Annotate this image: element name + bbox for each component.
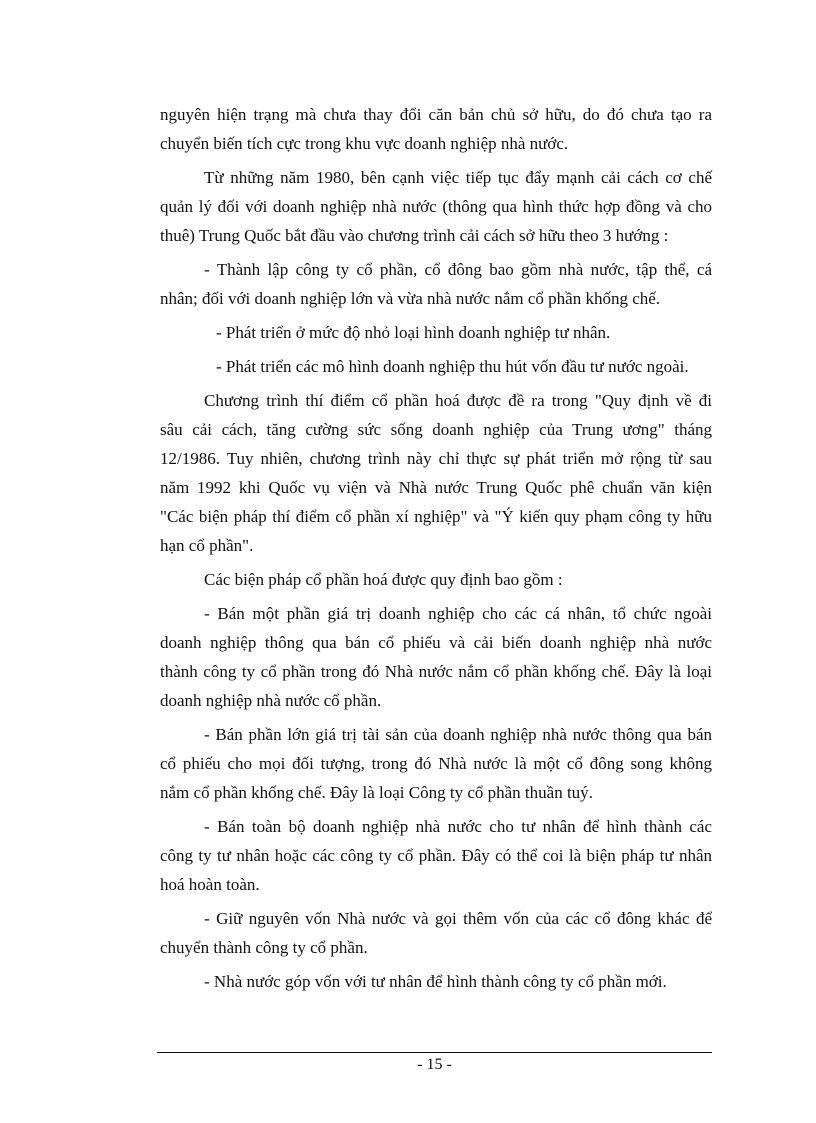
text-line: - Nhà nước góp vốn với tư nhân để hình thành công ty cổ phần mới. bbox=[204, 972, 667, 991]
text-line: "Các biện pháp thí điểm cổ phần xí nghiệp" và "Ý kiến quy phạm công ty hữu bbox=[160, 507, 712, 526]
text-line: hạn cổ phần". bbox=[160, 536, 254, 555]
text-line: - Bán toàn bộ doanh nghiệp nhà nước cho tư nhân để hình thành các bbox=[204, 817, 712, 836]
text-line: - Giữ nguyên vốn Nhà nước và gọi thêm vốn của các cổ đông khác để bbox=[204, 909, 712, 928]
text-line: Từ những năm 1980, bên cạnh việc tiếp tục đẩy mạnh cải cách cơ chế bbox=[204, 168, 712, 187]
text-line: doanh nghiệp nhà nước cổ phần. bbox=[160, 691, 382, 710]
text-line: - Phát triển ở mức độ nhỏ loại hình doanh nghiệp tư nhân. bbox=[216, 323, 611, 342]
text-line: năm 1992 khi Quốc vụ viện và Nhà nước Trung Quốc phê chuẩn văn kiện bbox=[160, 478, 712, 497]
text-line: thuê) Trung Quốc bắt đầu vào chương trình cải cách sở hữu theo 3 hướng : bbox=[160, 226, 669, 245]
text-line: - Thành lập công ty cổ phần, cổ đông bao gồm nhà nước, tập thể, cá bbox=[204, 260, 712, 279]
text-line: chuyển biến tích cực trong khu vực doanh nghiệp nhà nước. bbox=[160, 134, 569, 153]
footer-rule bbox=[157, 1052, 712, 1053]
text-line: công ty tư nhân hoặc các công ty cổ phần. Đây có thể coi là biện pháp tư nhân bbox=[160, 846, 712, 865]
text-line: sâu cải cách, tăng cường sức sống doanh nghiệp của Trung ương" tháng bbox=[160, 420, 712, 439]
text-line: - Phát triển các mô hình doanh nghiệp thu hút vốn đầu tư nước ngoài. bbox=[216, 357, 689, 376]
text-line: - Bán một phần giá trị doanh nghiệp cho các cá nhân, tổ chức ngoài bbox=[204, 604, 712, 623]
text-line: hoá hoàn toàn. bbox=[160, 875, 260, 894]
text-line: nắm cổ phần khống chế. Đây là loại Công ty cổ phần thuần tuý. bbox=[160, 783, 593, 802]
text-line: 12/1986. Tuy nhiên, chương trình này chỉ thực sự phát triển mở rộng từ sau bbox=[160, 449, 712, 468]
text-line: nhân; đối với doanh nghiệp lớn và vừa nhà nước nắm cổ phần khống chế. bbox=[160, 289, 661, 308]
page-body bbox=[160, 100, 712, 1001]
text-line: - Bán phần lớn giá trị tài sản của doanh nghiệp nhà nước thông qua bán bbox=[204, 725, 712, 744]
text-line: cổ phiếu cho mọi đối tượng, trong đó Nhà nước là một cổ đông song không bbox=[160, 754, 712, 773]
text-line: nguyên hiện trạng mà chưa thay đổi căn bản chủ sở hữu, do đó chưa tạo ra bbox=[160, 105, 712, 124]
text-line: quản lý đối với doanh nghiệp nhà nước (thông qua hình thức hợp đồng và cho bbox=[160, 197, 712, 216]
text-line: doanh nghiệp thông qua bán cổ phiếu và cải biến doanh nghiệp nhà nước bbox=[160, 633, 712, 652]
paragraph-gap bbox=[160, 996, 712, 1001]
text-line: Các biện pháp cổ phần hoá được quy định bao gồm : bbox=[204, 570, 563, 589]
page-number: - 15 - bbox=[417, 1056, 452, 1073]
text-line: Chương trình thí điểm cổ phần hoá được đề ra trong "Quy định về đi bbox=[204, 391, 712, 410]
text-line: thành công ty cổ phần trong đó Nhà nước nắm cổ phần khống chế. Đây là loại bbox=[160, 662, 712, 681]
text-line: chuyển thành công ty cổ phần. bbox=[160, 938, 368, 957]
